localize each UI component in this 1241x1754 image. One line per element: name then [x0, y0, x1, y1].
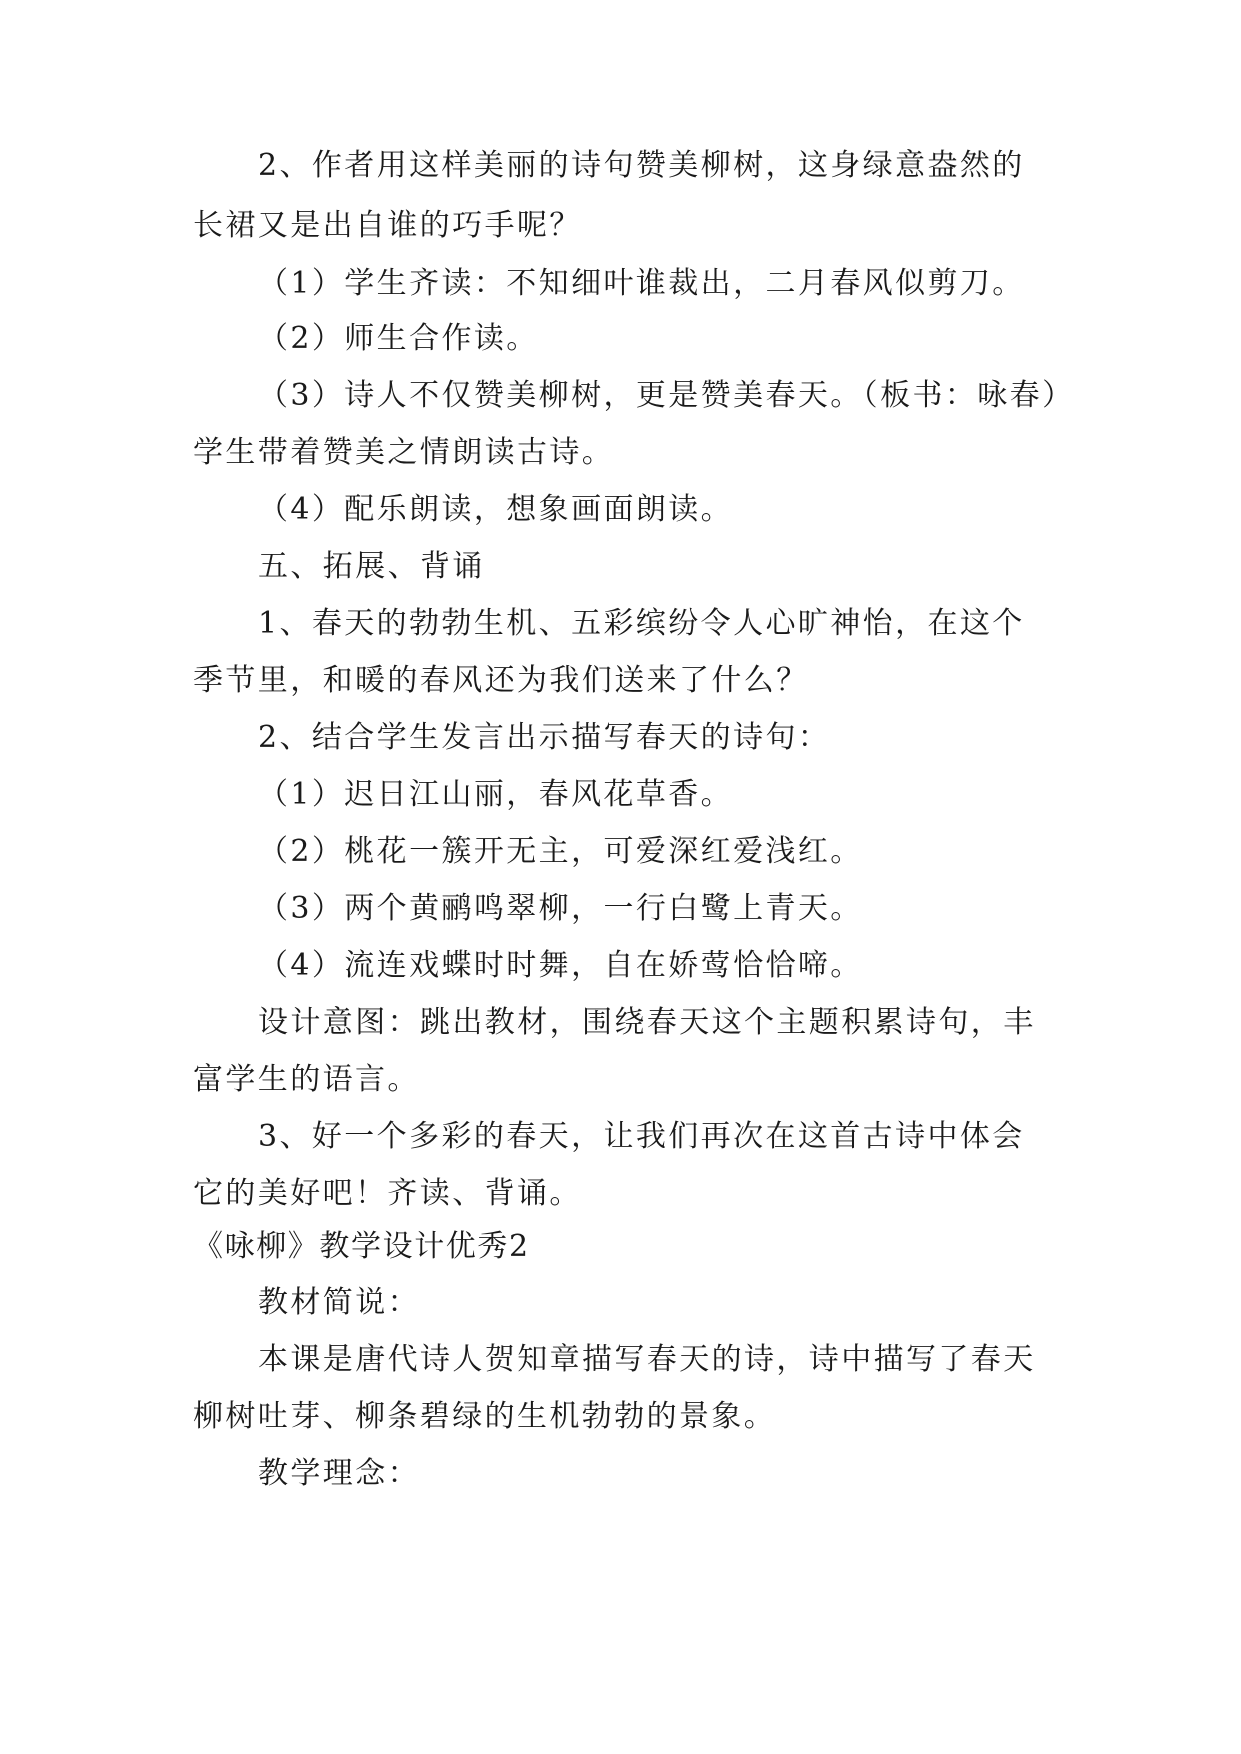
paragraph-line: 柳树吐芽、柳条碧绿的生机勃勃的景象。 — [193, 1399, 777, 1434]
paragraph-line: 2、作者用这样美丽的诗句赞美柳树，这身绿意盎然的 — [258, 148, 1025, 183]
paragraph-line: 季节里，和暖的春风还为我们送来了什么？ — [193, 663, 809, 698]
poem-line: （2）桃花一簇开无主，可爱深红爱浅红。 — [258, 834, 863, 869]
paragraph-line: 学生带着赞美之情朗读古诗。 — [193, 435, 615, 470]
paragraph-line: （3）诗人不仅赞美柳树，更是赞美春天。（板书：咏春） — [258, 378, 1075, 413]
paragraph-line: 它的美好吧！齐读、背诵。 — [193, 1176, 582, 1211]
paragraph-line: （1）学生齐读：不知细叶谁裁出，二月春风似剪刀。 — [258, 266, 1025, 301]
section-heading: 教材简说： — [258, 1285, 420, 1320]
paragraph-line: 2、结合学生发言出示描写春天的诗句： — [258, 720, 831, 755]
document-title: 《咏柳》教学设计优秀2 — [193, 1229, 530, 1264]
paragraph-line: 设计意图：跳出教材，围绕春天这个主题积累诗句，丰 — [258, 1005, 1036, 1040]
poem-line: （3）两个黄鹂鸣翠柳，一行白鹭上青天。 — [258, 891, 863, 926]
paragraph-line: 富学生的语言。 — [193, 1062, 420, 1097]
paragraph-line: 本课是唐代诗人贺知章描写春天的诗，诗中描写了春天 — [258, 1342, 1036, 1377]
paragraph-line: （4）配乐朗读，想象画面朗读。 — [258, 492, 734, 527]
paragraph-line: 长裙又是出自谁的巧手呢？ — [193, 208, 582, 243]
paragraph-line: 1、春天的勃勃生机、五彩缤纷令人心旷神怡，在这个 — [258, 606, 1025, 641]
paragraph-line: 3、好一个多彩的春天，让我们再次在这首古诗中体会 — [258, 1119, 1025, 1154]
section-heading: 五、拓展、背诵 — [258, 549, 485, 584]
poem-line: （4）流连戏蝶时时舞，自在娇莺恰恰啼。 — [258, 948, 863, 983]
paragraph-line: （2）师生合作读。 — [258, 321, 539, 356]
poem-line: （1）迟日江山丽，春风花草香。 — [258, 777, 734, 812]
section-heading: 教学理念： — [258, 1456, 420, 1491]
